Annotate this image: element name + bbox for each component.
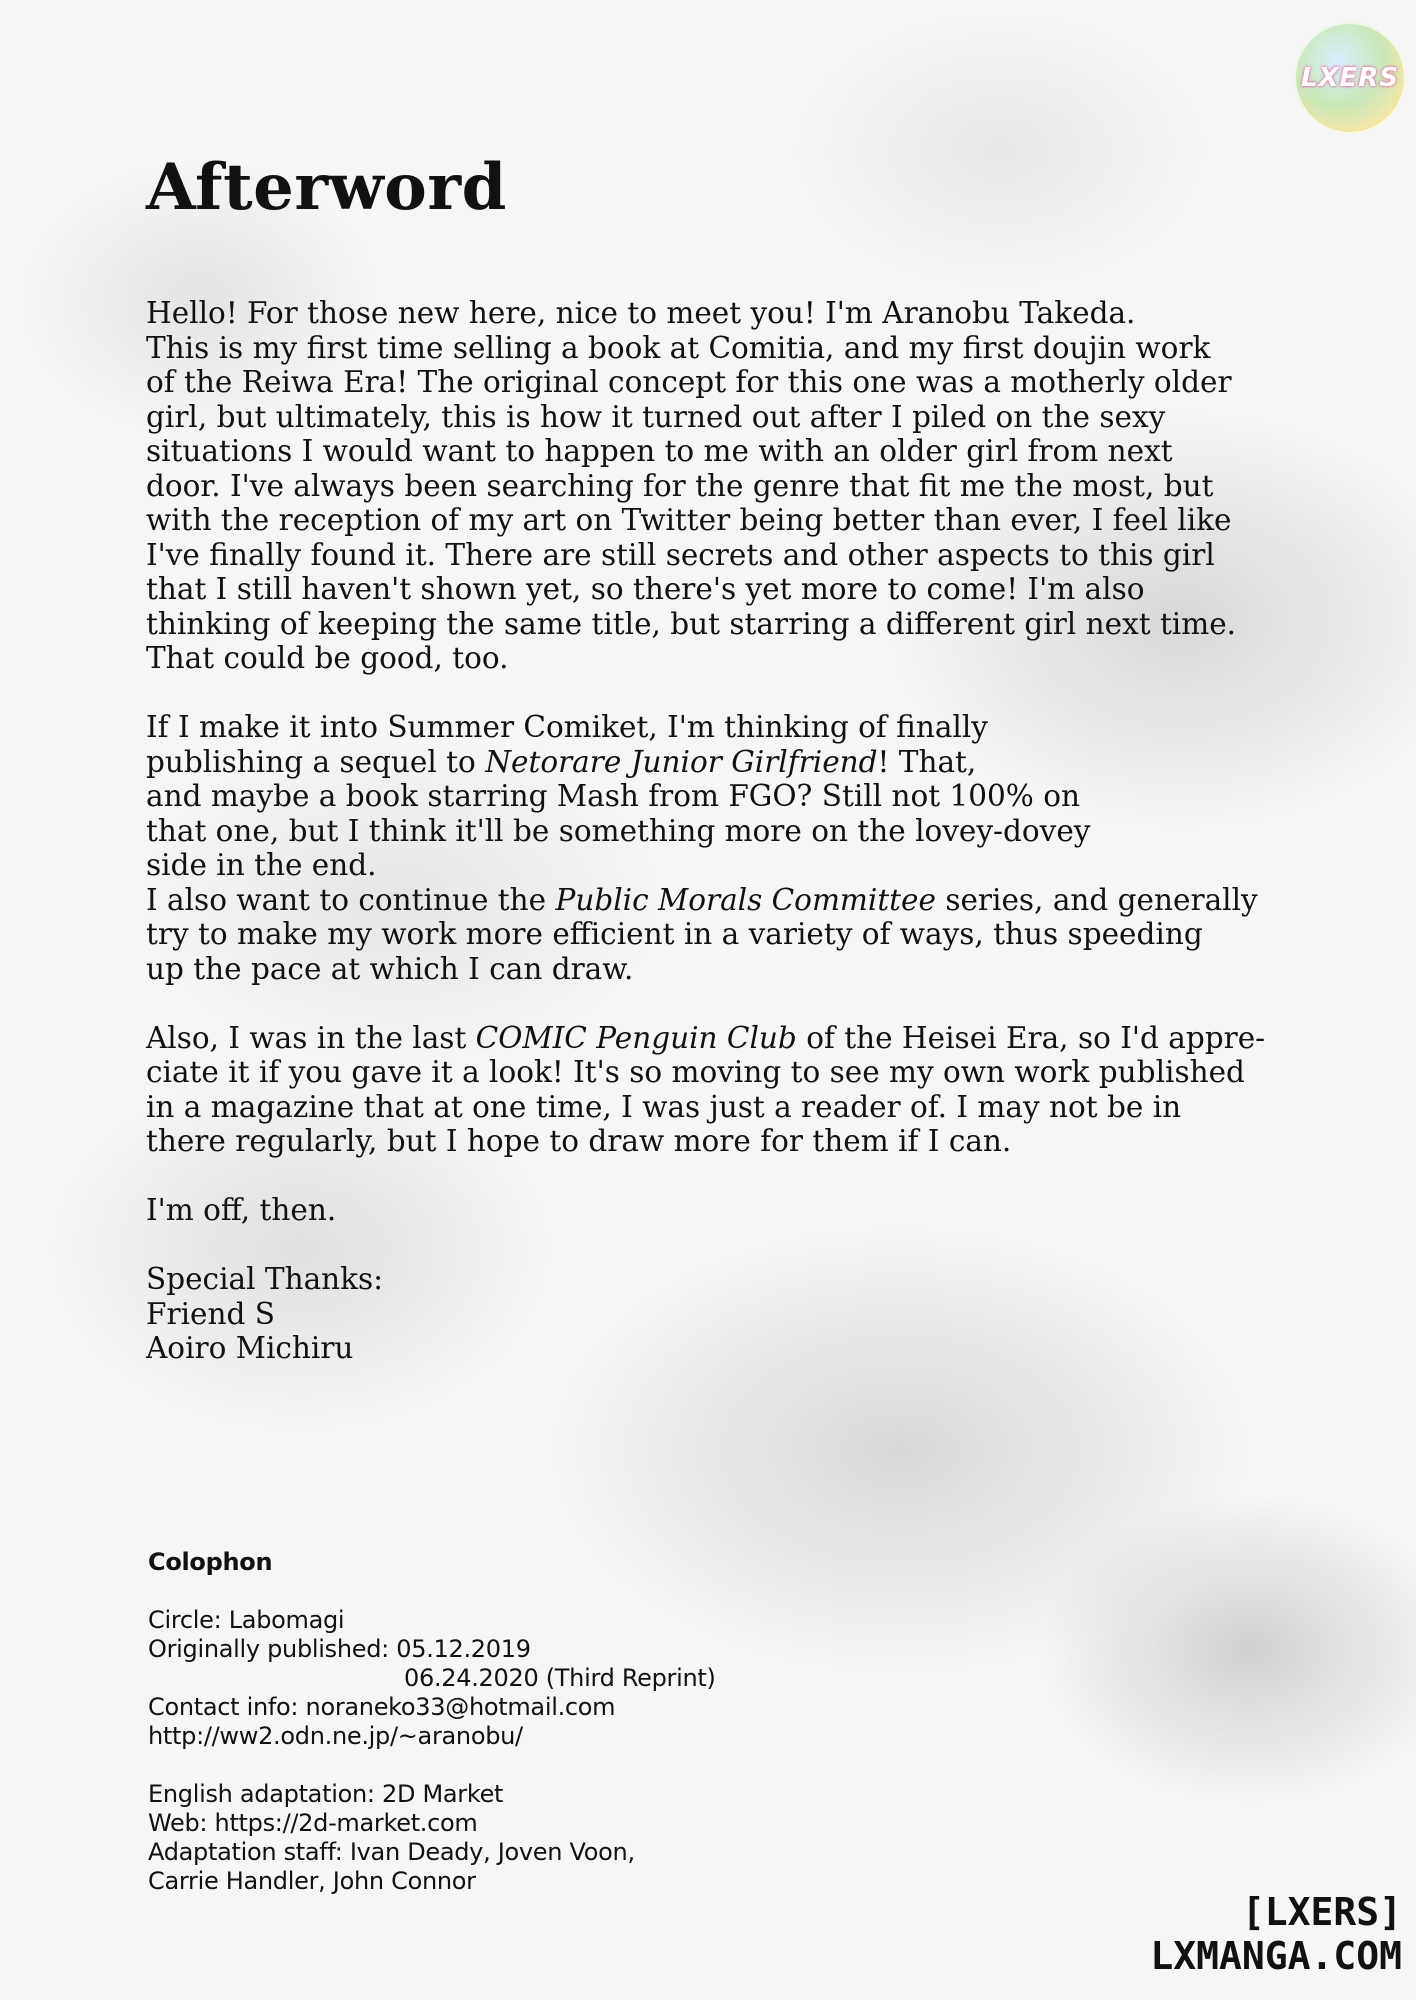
text-line (146, 745, 1276, 780)
logo-text: LXERS (1300, 63, 1400, 93)
text-line: Hello! For those new here, nice to meet you! I'm Aranobu Takeda. (146, 296, 1136, 330)
page-title: Afterword (146, 150, 507, 225)
colophon-staff: Adaptation staff: Ivan Deady, Joven Voon, (148, 1838, 635, 1866)
text-line (146, 1021, 1276, 1056)
spacer (148, 1751, 716, 1780)
text-line: and maybe a book starring Mash from FGO? Still not 100% on (146, 779, 1080, 813)
text-segment: series, and generally (935, 882, 1258, 917)
text-line: of the Reiwa Era! The original concept for this one was a motherly older (146, 365, 1232, 399)
text-segment: of the Heisei Era, so I'd appre- (796, 1020, 1266, 1055)
text-line: thinking of keeping the same title, but starring a different girl next time. (146, 606, 1237, 641)
text-line: up the pace at which I can draw. (146, 951, 634, 986)
colophon-url: http://ww2.odn.ne.jp/~aranobu/ (148, 1722, 523, 1750)
text-line: If I make it into Summer Comiket, I'm thinking of finally (146, 710, 988, 744)
text-line: there regularly, but I hope to draw more for them if I can. (146, 1124, 1012, 1158)
paragraph-intro (146, 296, 1276, 676)
text-line: girl, but ultimately, this is how it turned out after I piled on the sexy (146, 399, 1166, 434)
text-segment: ! That, (877, 744, 977, 779)
colophon-heading: Colophon (148, 1548, 273, 1576)
paragraph-signoff (146, 1193, 1276, 1228)
text-line: try to make my work more efficient in a variety of ways, thus speeding (146, 917, 1203, 951)
watermark-brand: [LXERS] (1241, 1890, 1402, 1934)
thanks-heading: Special Thanks: (146, 1262, 384, 1296)
book-title-netorare: Netorare Junior Girlfriend (485, 744, 878, 779)
text-segment: I also want to continue the (146, 882, 556, 917)
colophon (148, 1548, 716, 1896)
colophon-contact: Contact info: noraneko33@hotmail.com (148, 1693, 616, 1721)
colophon-circle: Circle: Labomagi (148, 1606, 345, 1634)
afterword-body (146, 296, 1276, 1366)
paragraph-magazine (146, 1021, 1276, 1159)
colophon-published: Originally published: 05.12.2019 (148, 1635, 531, 1663)
text-line (146, 883, 1276, 918)
text-line: I'm off, then. (146, 1193, 337, 1227)
lxers-logo (1294, 22, 1406, 134)
colophon-web: Web: https://2d-market.com (148, 1809, 478, 1837)
watermark-site: LXMANGA.COM (1150, 1934, 1402, 1978)
text-line: ciate it if you gave it a look! It's so moving to see my own work published (146, 1055, 1245, 1089)
text-line: This is my first time selling a book at Comitia, and my first doujin work (146, 330, 1211, 365)
text-line: in a magazine that at one time, I was just a reader of. I may not be in (146, 1089, 1182, 1124)
text-line: door. I've always been searching for the genre that fit me the most, but (146, 468, 1214, 503)
text-line: situations I would want to happen to me with an older girl from next (146, 434, 1173, 468)
text-line: with the reception of my art on Twitter being better than ever, I feel like (146, 503, 1232, 537)
text-segment: Also, I was in the last (146, 1020, 476, 1055)
colophon-reprint: 06.24.2020 (Third Reprint) (404, 1664, 716, 1692)
paragraph-plans (146, 710, 1276, 986)
special-thanks (146, 1262, 1276, 1366)
text-line: side in the end. (146, 848, 377, 882)
thanks-name: Friend S (146, 1296, 275, 1331)
text-line: I've finally found it. There are still secrets and other aspects to this girl (146, 537, 1215, 572)
text-segment: publishing a sequel to (146, 744, 486, 779)
text-line: that one, but I think it'll be something more on the lovey-dovey (146, 813, 1091, 848)
site-watermark (1150, 1890, 1402, 1978)
magazine-title: COMIC Penguin Club (475, 1020, 797, 1055)
colophon-staff: Carrie Handler, John Connor (148, 1867, 476, 1895)
text-line: that I still haven't shown yet, so there's yet more to come! I'm also (146, 572, 1145, 606)
text-line: That could be good, too. (146, 641, 509, 675)
colophon-english-adaptation: English adaptation: 2D Market (148, 1780, 504, 1808)
series-title-public-morals: Public Morals Committee (555, 882, 936, 917)
thanks-name: Aoiro Michiru (146, 1331, 354, 1365)
